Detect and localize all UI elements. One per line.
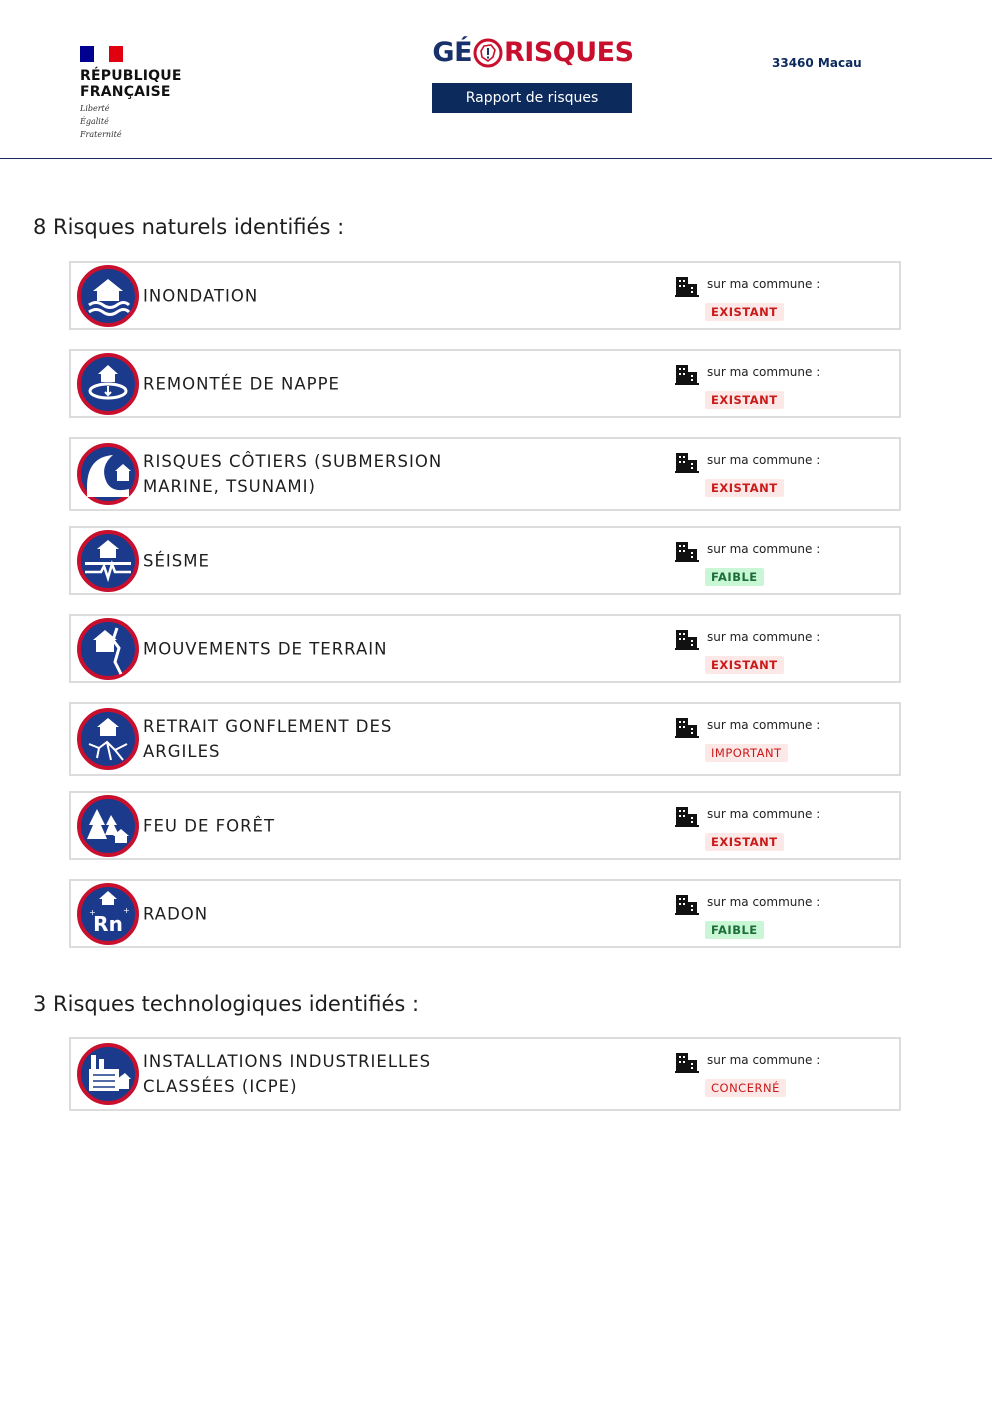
building-icon — [675, 716, 699, 738]
status-caption: sur ma commune : — [707, 807, 821, 821]
motto-egalite: Égalité — [80, 117, 109, 126]
risk-card-0 — [69, 261, 901, 330]
building-icon — [675, 451, 699, 473]
risk-card-7 — [69, 879, 901, 948]
building-icon — [675, 1051, 699, 1073]
risk-label: RETRAIT GONFLEMENT DES ARGILES — [143, 717, 393, 761]
status-caption: sur ma commune : — [707, 542, 821, 556]
clay-icon — [77, 708, 139, 770]
svg-text:Rn: Rn — [93, 911, 123, 936]
risk-label: REMONTÉE DE NAPPE — [143, 374, 340, 393]
risk-card-5 — [69, 702, 901, 776]
flood-icon — [77, 265, 139, 327]
republique-francaise-logo — [80, 46, 200, 139]
risk-label: INONDATION — [143, 286, 259, 305]
status-badge: EXISTANT — [705, 391, 784, 409]
brand-title-right: RISQUES — [504, 37, 634, 68]
risk-card-tech-0 — [69, 1037, 901, 1111]
status-caption: sur ma commune : — [707, 895, 821, 909]
georisques-brand — [432, 36, 634, 113]
risk-card-1 — [69, 349, 901, 418]
french-flag-icon — [80, 46, 123, 62]
risk-card-4 — [69, 614, 901, 683]
status-badge: EXISTANT — [705, 303, 784, 321]
building-icon — [675, 805, 699, 827]
risk-label: MOUVEMENTS DE TERRAIN — [143, 639, 388, 658]
report-header — [0, 0, 992, 159]
wave-icon — [77, 443, 139, 505]
natural-risks-title: 8 Risques naturels identifiés : — [33, 215, 345, 239]
status-caption: sur ma commune : — [707, 277, 821, 291]
status-caption: sur ma commune : — [707, 718, 821, 732]
motto-fraternite: Fraternité — [80, 130, 122, 139]
gov-name-line-2: FRANÇAISE — [80, 84, 171, 100]
status-badge: CONCERNÉ — [705, 1079, 786, 1097]
status-badge: IMPORTANT — [705, 744, 788, 762]
risk-card-2 — [69, 437, 901, 511]
status-caption: sur ma commune : — [707, 365, 821, 379]
svg-text:+: + — [123, 905, 130, 915]
risk-card-3 — [69, 526, 901, 595]
gov-name-line-1: RÉPUBLIQUE — [80, 68, 182, 84]
report-type-badge: Rapport de risques — [432, 83, 632, 113]
technological-risks-title: 3 Risques technologiques identifiés : — [33, 992, 420, 1016]
radon-icon — [77, 883, 139, 945]
groundwater-icon — [77, 353, 139, 415]
risk-label: INSTALLATIONS INDUSTRIELLES CLASSÉES (ICPE) — [143, 1052, 432, 1096]
building-icon — [675, 363, 699, 385]
status-badge: EXISTANT — [705, 833, 784, 851]
risk-label: RISQUES CÔTIERS (SUBMERSION MARINE, TSUNAMI) — [143, 452, 443, 496]
building-icon — [675, 275, 699, 297]
brand-title-left: GÉ — [432, 37, 473, 68]
status-badge: FAIBLE — [705, 921, 764, 939]
status-caption: sur ma commune : — [707, 630, 821, 644]
status-badge: EXISTANT — [705, 656, 784, 674]
commune-label: 33460 Macau — [772, 56, 862, 70]
landslide-icon — [77, 618, 139, 680]
motto-liberte: Liberté — [80, 104, 110, 113]
factory-icon — [77, 1043, 139, 1105]
svg-text:+: + — [89, 907, 96, 917]
status-badge: FAIBLE — [705, 568, 764, 586]
status-badge: EXISTANT — [705, 479, 784, 497]
forest-fire-icon — [77, 795, 139, 857]
building-icon — [675, 540, 699, 562]
risk-label: SÉISME — [143, 551, 210, 570]
earthquake-icon — [77, 530, 139, 592]
status-caption: sur ma commune : — [707, 453, 821, 467]
building-icon — [675, 893, 699, 915]
brand-title — [432, 36, 634, 70]
building-icon — [675, 628, 699, 650]
france-emblem-icon — [473, 38, 503, 68]
risk-card-6 — [69, 791, 901, 860]
status-caption: sur ma commune : — [707, 1053, 821, 1067]
risk-label: RADON — [143, 904, 209, 923]
risk-label: FEU DE FORÊT — [143, 816, 276, 835]
